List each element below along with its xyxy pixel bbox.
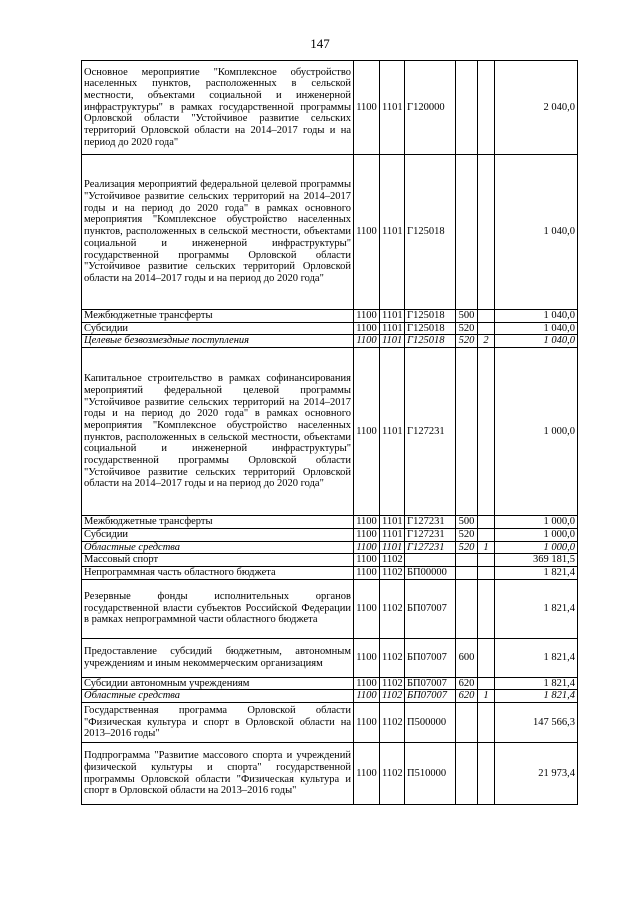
row-kosgu (478, 638, 495, 677)
row-amount: 147 566,3 (495, 703, 578, 743)
row-subsection: 1102 (380, 690, 405, 703)
row-section: 1100 (354, 541, 380, 554)
row-expense-type (456, 579, 478, 638)
row-target-article: Г125018 (405, 335, 456, 348)
row-target-article: Г127231 (405, 528, 456, 541)
row-expense-type (456, 155, 478, 310)
row-target-article: БП00000 (405, 566, 456, 579)
row-kosgu (478, 310, 495, 323)
row-target-article (405, 554, 456, 567)
row-amount: 1 040,0 (495, 335, 578, 348)
row-section: 1100 (354, 554, 380, 567)
table-row (82, 61, 578, 155)
row-subsection: 1101 (380, 155, 405, 310)
row-amount: 1 821,4 (495, 677, 578, 690)
row-name: Подпрограмма "Развитие массового спорта и учреждений физической культуры и спорта" государственной программы Орловской области "Физическая культура и спорт в Орловской области на 2013–2016 годы" (82, 743, 354, 805)
row-subsection: 1101 (380, 322, 405, 335)
row-name: Государственная программа Орловской области "Физическая культура и спорт в Орловской области на 2013–2016 годы" (82, 703, 354, 743)
row-expense-type (456, 743, 478, 805)
row-amount: 369 181,5 (495, 554, 578, 567)
row-name: Субсидии (82, 322, 354, 335)
row-section: 1100 (354, 677, 380, 690)
row-section: 1100 (354, 310, 380, 323)
row-kosgu (478, 528, 495, 541)
row-target-article: БП07007 (405, 638, 456, 677)
row-amount: 1 000,0 (495, 528, 578, 541)
row-subsection: 1102 (380, 703, 405, 743)
table-row (82, 516, 578, 529)
row-target-article: Г127231 (405, 516, 456, 529)
table-row (82, 690, 578, 703)
row-expense-type: 620 (456, 690, 478, 703)
row-section: 1100 (354, 528, 380, 541)
row-name: Областные средства (82, 541, 354, 554)
row-section: 1100 (354, 690, 380, 703)
table-row (82, 566, 578, 579)
table-row (82, 579, 578, 638)
row-section: 1100 (354, 335, 380, 348)
table-row (82, 155, 578, 310)
page-number: 147 (310, 36, 330, 51)
row-name: Межбюджетные трансферты (82, 310, 354, 323)
row-name: Резервные фонды исполнительных органов государственной власти субъектов Российской Федерации в рамках непрограммной части областного бюджета (82, 579, 354, 638)
row-expense-type: 500 (456, 516, 478, 529)
row-name: Целевые безвозмездные поступления (82, 335, 354, 348)
row-subsection: 1101 (380, 310, 405, 323)
row-kosgu: 1 (478, 690, 495, 703)
table-row (82, 322, 578, 335)
row-expense-type: 600 (456, 638, 478, 677)
row-section: 1100 (354, 155, 380, 310)
row-amount: 1 821,4 (495, 566, 578, 579)
row-kosgu (478, 554, 495, 567)
row-target-article: Г120000 (405, 61, 456, 155)
table-row (82, 677, 578, 690)
row-target-article: Г125018 (405, 155, 456, 310)
row-name: Субсидии автономным учреждениям (82, 677, 354, 690)
row-target-article: Г125018 (405, 322, 456, 335)
row-expense-type (456, 61, 478, 155)
row-expense-type (456, 703, 478, 743)
row-target-article: П500000 (405, 703, 456, 743)
row-subsection: 1102 (380, 554, 405, 567)
row-kosgu: 1 (478, 541, 495, 554)
row-kosgu (478, 348, 495, 516)
row-target-article: Г127231 (405, 348, 456, 516)
row-kosgu (478, 61, 495, 155)
row-subsection: 1102 (380, 677, 405, 690)
row-section: 1100 (354, 566, 380, 579)
row-kosgu (478, 155, 495, 310)
row-amount: 2 040,0 (495, 61, 578, 155)
table-row (82, 554, 578, 567)
row-name: Капитальное строительство в рамках софинансирования мероприятий федеральной целевой программы "Устойчивое развитие сельских территорий на 2014–2017 годы и на период до 2020 года" в рамках основного мероприятия "Комплексное обустройство населенных пунктов, расположенных в сельской местности, объектами социальной и инженерной инфраструктуры" государственной программы Орловской области "Устойчивое развитие сельских территорий Орловской области на 2014–2017 годы и на период до 2020 года" (82, 348, 354, 516)
row-subsection: 1102 (380, 566, 405, 579)
row-section: 1100 (354, 703, 380, 743)
row-section: 1100 (354, 348, 380, 516)
row-kosgu (478, 677, 495, 690)
row-kosgu (478, 566, 495, 579)
row-subsection: 1102 (380, 638, 405, 677)
row-name: Субсидии (82, 528, 354, 541)
row-section: 1100 (354, 579, 380, 638)
row-amount: 1 040,0 (495, 310, 578, 323)
table-row (82, 541, 578, 554)
row-expense-type (456, 554, 478, 567)
row-section: 1100 (354, 322, 380, 335)
row-expense-type: 500 (456, 310, 478, 323)
table-row (82, 703, 578, 743)
row-expense-type: 520 (456, 541, 478, 554)
table-row (82, 638, 578, 677)
row-amount: 1 000,0 (495, 348, 578, 516)
table-row (82, 335, 578, 348)
row-section: 1100 (354, 638, 380, 677)
row-name: Основное мероприятие "Комплексное обустройство населенных пунктов, расположенных в сельской местности, объектами социальной и инженерной инфраструктуры" в рамках государственной программы Орловской области "Устойчивое развитие сельских территорий Орловской области на 2014–2017 годы и на период до 2020 года" (82, 61, 354, 155)
row-kosgu (478, 516, 495, 529)
row-kosgu (478, 322, 495, 335)
row-kosgu (478, 743, 495, 805)
table-row (82, 528, 578, 541)
row-name: Областные средства (82, 690, 354, 703)
row-expense-type (456, 566, 478, 579)
row-target-article: БП07007 (405, 579, 456, 638)
row-subsection: 1102 (380, 579, 405, 638)
table-row (82, 348, 578, 516)
table-row (82, 310, 578, 323)
row-amount: 1 000,0 (495, 541, 578, 554)
row-name: Межбюджетные трансферты (82, 516, 354, 529)
row-amount: 1 821,4 (495, 690, 578, 703)
table-row (82, 743, 578, 805)
budget-table (81, 60, 578, 805)
row-subsection: 1101 (380, 516, 405, 529)
row-expense-type: 520 (456, 528, 478, 541)
row-expense-type (456, 348, 478, 516)
row-expense-type: 520 (456, 335, 478, 348)
row-section: 1100 (354, 516, 380, 529)
row-expense-type: 620 (456, 677, 478, 690)
row-amount: 1 040,0 (495, 322, 578, 335)
row-section: 1100 (354, 743, 380, 805)
row-subsection: 1101 (380, 335, 405, 348)
row-expense-type: 520 (456, 322, 478, 335)
row-amount: 1 040,0 (495, 155, 578, 310)
row-subsection: 1102 (380, 743, 405, 805)
row-target-article: Г127231 (405, 541, 456, 554)
row-subsection: 1101 (380, 61, 405, 155)
row-amount: 1 821,4 (495, 638, 578, 677)
row-section: 1100 (354, 61, 380, 155)
row-subsection: 1101 (380, 541, 405, 554)
row-kosgu (478, 703, 495, 743)
row-subsection: 1101 (380, 348, 405, 516)
row-amount: 1 821,4 (495, 579, 578, 638)
row-name: Предоставление субсидий бюджетным, автономным учреждениям и иным некоммерческим организациям (82, 638, 354, 677)
row-target-article: БП07007 (405, 677, 456, 690)
row-amount: 1 000,0 (495, 516, 578, 529)
row-target-article: П510000 (405, 743, 456, 805)
row-kosgu: 2 (478, 335, 495, 348)
row-kosgu (478, 579, 495, 638)
row-name: Непрограммная часть областного бюджета (82, 566, 354, 579)
row-subsection: 1101 (380, 528, 405, 541)
row-name: Массовый спорт (82, 554, 354, 567)
row-target-article: БП07007 (405, 690, 456, 703)
row-amount: 21 973,4 (495, 743, 578, 805)
row-name: Реализация мероприятий федеральной целевой программы "Устойчивое развитие сельских территорий на 2014–2017 годы и на период до 2020 года" в рамках основного мероприятия "Комплексное обустройство населенных пунктов, расположенных в сельской местности, объектами социальной и инженерной инфраструктуры" государственной программы Орловской области "Устойчивое развитие сельских территорий Орловской области на 2014–2017 годы и на период до 2020 года" (82, 155, 354, 310)
row-target-article: Г125018 (405, 310, 456, 323)
